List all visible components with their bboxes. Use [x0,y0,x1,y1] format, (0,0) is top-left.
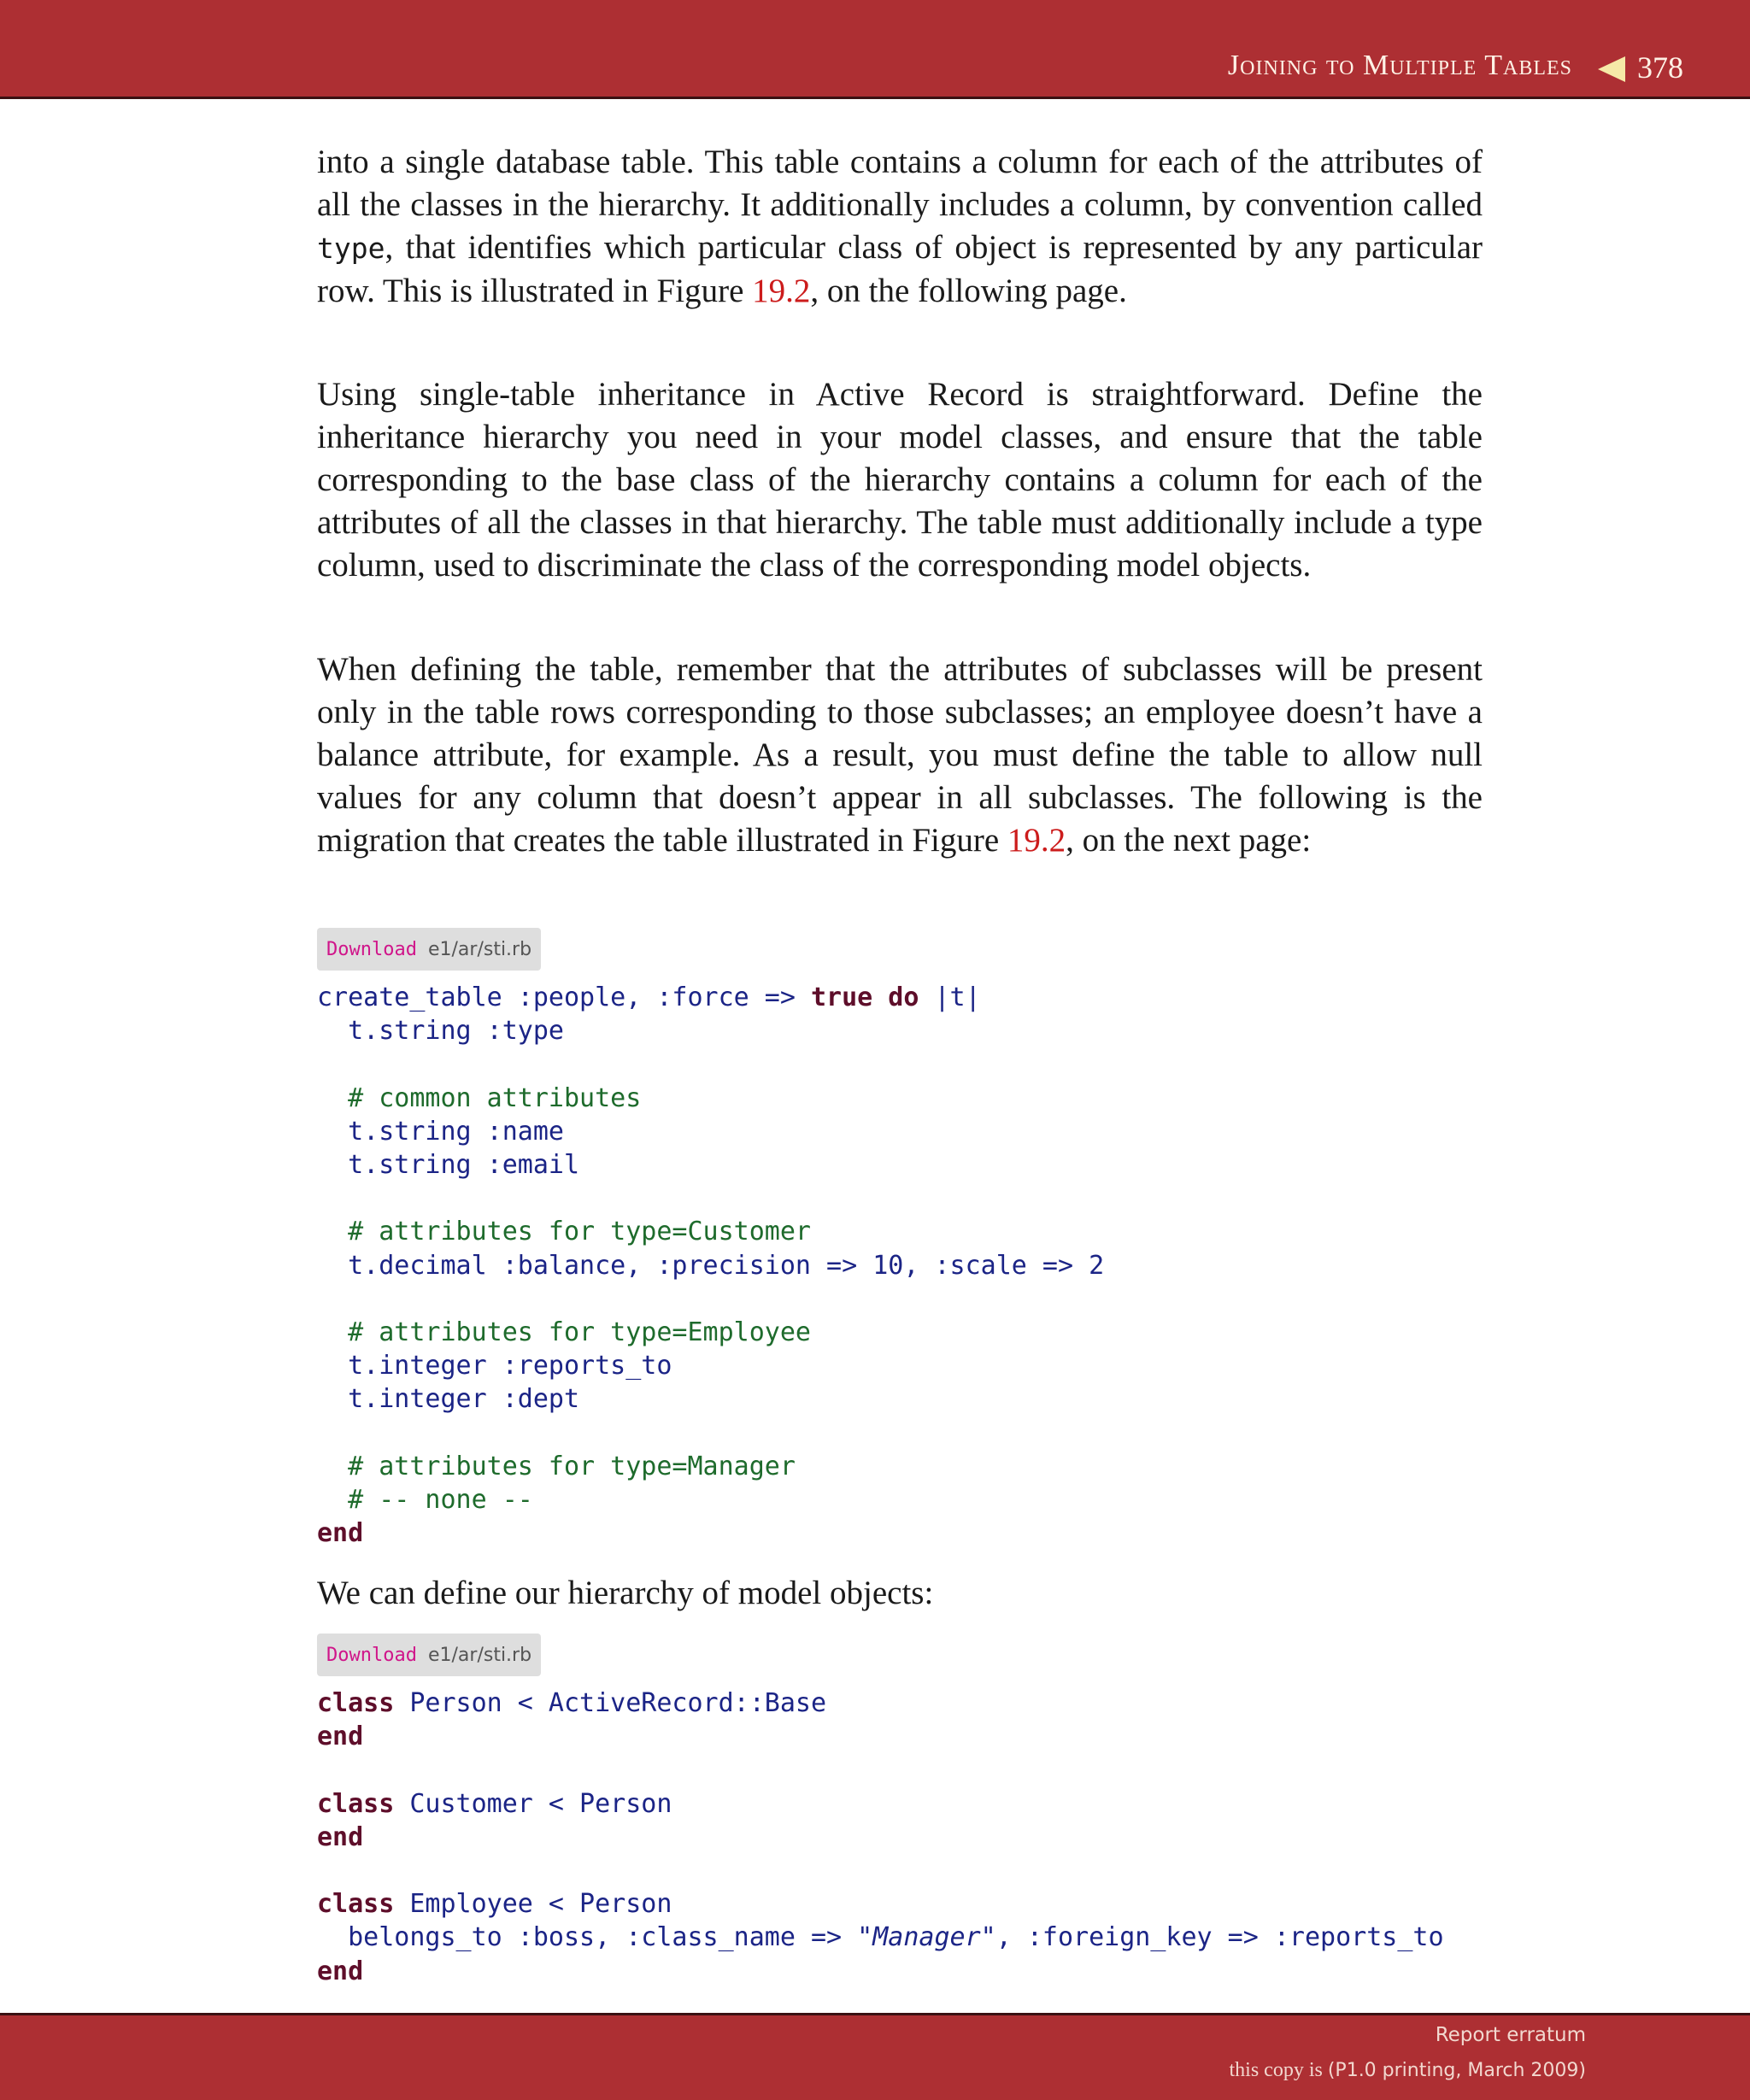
inline-code-type: type [317,232,385,265]
paragraph-hierarchy-intro: We can define our hierarchy of model objects: [317,1575,934,1611]
figure-link[interactable]: 19.2 [752,273,811,309]
copy-info [1230,2059,1587,2082]
model-classes-code-block: class Person < ActiveRecord::Base end class Customer < Person end class Employee < Person belongs_to :boss, :class_name => "Manager", :foreign_key => :reports_to end [317,1688,1444,1986]
paragraph-defining-table [317,648,1483,862]
download-label[interactable]: Download [326,1644,417,1666]
copy-text: this copy is [1229,2059,1323,2081]
paragraph-text: When defining the table, remember that the attributes of subclasses will be present only in the table rows corresponding to those subclasses; an employee doesn’t have a balance attribute, for example. As a result, you must define the table to allow null values for any column that doesn’t appear in all subclasses. The following is the migration that creates the table illustrated in Figure [317,651,1483,859]
report-erratum-link[interactable]: Report erratum [1435,2024,1586,2046]
section-title: Joining to Multiple Tables [1227,50,1572,81]
paragraph-type-column [317,141,1483,313]
paragraph-sti-usage: Using single-table inheritance in Active Record is straightforward. Define the inheritance hierarchy you need in your model classes, and ensure that the table corresponding to the base class of the hierarchy contains a column for each of the attributes of all the classes in that hierarchy. The table must additionally include a type column, used to discriminate the class of the corresponding model objects. [317,376,1483,584]
paragraph-text: , on the next page: [1066,822,1312,859]
previous-page-arrow-icon[interactable] [1598,56,1625,82]
download-tag[interactable] [317,928,541,971]
download-tag[interactable] [317,1634,541,1676]
download-label[interactable]: Download [326,938,417,960]
migration-code-block: create_table :people, :force => true do |t| t.string :type # common attributes t.string :name t.string :email # attributes for type=Customer t.decimal :balance, :precision => 10, :scale => 2 # attributes for type=Employee t.integer :reports_to t.integer :dept # attributes for type=Manager # -- none -- end [317,983,1105,1549]
figure-link[interactable]: 19.2 [1007,822,1066,859]
printing-info: (P1.0 printing, March 2009) [1327,2060,1586,2081]
download-filename: e1/ar/sti.rb [427,1644,532,1666]
page-number: 378 [1637,50,1683,85]
download-filename: e1/ar/sti.rb [427,938,532,960]
paragraph-text: into a single database table. This table contains a column for each of the attributes of all the classes in the hierarchy. It additionally includes a column, by convention called [317,144,1483,223]
page-footer [0,2013,1750,2100]
paragraph-text: , that identifies which particular class of object is represented by any particular row. This is illustrated in Figure [317,229,1483,309]
paragraph-text: , on the following page. [810,273,1127,309]
page-header [0,0,1750,99]
